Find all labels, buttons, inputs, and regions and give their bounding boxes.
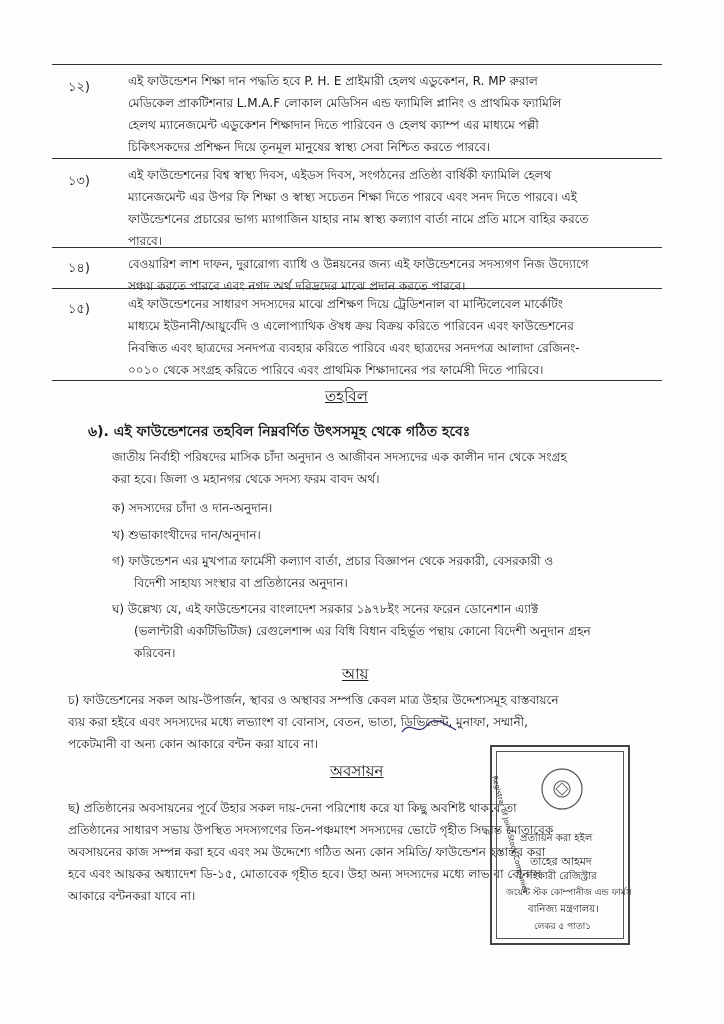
fund-heading: তহবিল <box>325 387 368 405</box>
income-text: চ) ফাউন্ডেশনের সকল আয়-উপার্জন, স্থাবর ও অস্থাবর সম্পত্তি কেবল মাত্র উহার উদ্দেশ্যসমূহ বাস্তবায়নে ব্যয় করা হইবে এবং সদস্যদের মধ্যে লভ্যাংশ বা বোনাস, বেতন, ভাতা, ডিভিডেন্ট, মুনাফা, সম্মানী, পকেটমানী বা অন্য কোন আকারে বন্টন করা যাবে না। <box>68 693 559 751</box>
item-13-number: ১৩) <box>68 174 90 189</box>
row-divider <box>52 64 662 65</box>
stamp-page-note: লেকর ৫ পাতা১ <box>534 922 592 932</box>
stamp-arc-text: Registrar of Joint Stock Companies <box>490 775 530 895</box>
dissolution-heading: অবসায়ন <box>330 762 384 780</box>
fund-item-kha: খ) শুভাকাংখীদের দান/অনুদান। <box>112 528 261 542</box>
seal-emblem-icon <box>512 755 612 829</box>
stamp-office: জয়েন্ট স্টক কোম্পানীজ এন্ড ফার্মস <box>506 888 632 898</box>
item-12-number: ১২) <box>68 80 90 95</box>
item-14-number: ১৪) <box>68 261 90 276</box>
income-heading: আয় <box>342 665 369 683</box>
signature-scribble-icon <box>400 718 460 738</box>
row-divider <box>52 288 662 289</box>
fund-title: ৬). এই ফাউন্ডেশনের তহবিল নিম্নবর্ণিত উৎসসমূহ থেকে গঠিত হবেঃ <box>88 424 471 440</box>
item-14-text: বেওয়ারিশ লাশ দাফন, দুরারোগ্য ব্যাধি ও উন্নয়নের জন্য এই ফাউন্ডেশনের সদস্যগণ নিজ উদ্যোগে সঞ্চয় করতে পারবে এবং নগদ অর্থ দরিদ্রদের মাঝে প্রদান করতে পারবে। <box>128 257 589 293</box>
item-15-number: ১৫) <box>68 302 90 317</box>
fund-item-ga: গ) ফাউন্ডেশন এর মুখপাত্র ফার্মেসী কল্যাণ বার্তা, প্রচার বিজ্ঞাপন থেকে সরকারী, বেসরকারী ও বিদেশী সাহায্য সংস্থার বা প্রতিষ্ঠানের অনুদান। <box>112 554 554 590</box>
official-stamp <box>490 745 630 945</box>
row-divider <box>52 158 662 159</box>
stamp-certified-line: প্রত্যায়ন করা হইল <box>520 833 593 844</box>
item-13-text: এই ফাউন্ডেশনের বিশ্ব স্বাস্থ্য দিবস, এইডস দিবস, সংগঠনের প্রতিষ্ঠা বার্ষিকী ফ্যামিলি হেলথ ম্যানেজমেন্ট এর উপর ফি শিক্ষা ও স্বাস্থ্য সচেতন শিক্ষা দিতে পারবে এবং সনদ দিতে পারবে। এই ফাউন্ডেশনের প্রচারের ভাগ্য ম্যাগাজিন যাহার নাম স্বাস্থ্য কল্যাণ বার্তা নামে প্রতি মাসে বাহির করতে পারবে। <box>128 168 589 248</box>
stamp-officer-name: তাহের আহমদ <box>530 855 592 868</box>
dissolution-text: ছ) প্রতিষ্ঠানের অবসায়নের পূর্বে উহার সকল দায়-দেনা পরিশোধ করে যা কিছু অবশিষ্ট থাকবে তা প্রতিষ্ঠানের সাধারণ সভায় উপস্থিত সদস্যগণের তিন-পঞ্চমাংশ সদস্যদের ভোটে গৃহীত সিদ্ধান্ত মোতাবেক অবসায়নের কাজ সম্পন্ন করা হবে এবং সম উদ্দেশ্যে গঠিত অন্য কোন সমিতি/ ফাউন্ডেশন হস্তান্তর করা হবে এবং আয়কর অধ্যাদেশ ডি-১৫, মোতাবেক গৃহীত হবে। উহা অন্য সদস্যদের মধ্যে লাভ বা বোনাস আকারে বন্টনকরা যাবে না। <box>68 801 554 903</box>
fund-item-gha: ঘ) উল্লেখ্য যে, এই ফাউন্ডেশনের বাংলাদেশ সরকার ১৯৭৮ইং সনের ফরেন ডোনেশান এ্যাক্ট (ভলান্টারী একটিভিটিজ) রেগুলেশান্স এর বিধি বিধান বহির্ভূত পন্থায় কোনো বিদেশী অনুদান গ্রহন করিবেন। <box>112 602 591 660</box>
row-divider <box>52 247 662 248</box>
stamp-officer-title: সহকারী রেজিস্ট্রার <box>526 871 597 882</box>
fund-intro: জাতীয় নির্বাহী পরিষদের মাসিক চাঁদা অনুদান ও আজীবন সদস্যদের এক কালীন দান থেকে সংগ্রহ করা হবে। জিলা ও মহানগর থেকে সদস্য ফরম বাবদ অর্থ। <box>112 450 567 486</box>
item-15-text: এই ফাউন্ডেশনের সাধারণ সদস্যদের মাঝে প্রশিক্ষণ দিয়ে ট্রেডিশনাল বা মাল্টিলেবেল মার্কেটিং মাধ্যমে ইউনানী/আয়ুর্বেদি ও এলোপ্যাথিক ঔষধ ক্রয় বিক্রয় করিতে পারিবেন এবং ফাউন্ডেশনের নিবন্ধিত এবং ছাত্রদের সনদপত্র ব্যবহার করিতে পারিবে এবং ছাত্রদের সনদপত্র আলাদা রেজিনং- ০০১০ থেকে সংগ্রহ করিতে পারিবে এবং প্রাথমিক শিক্ষাদানের পর ফার্মেসী দিতে পারিবে। <box>128 297 580 377</box>
stamp-ministry: বানিজ্য মন্ত্রণালয়। <box>528 904 599 915</box>
fund-item-ka: ক) সদস্যদের চাঁদা ও দান-অনুদান। <box>112 501 273 515</box>
row-divider <box>52 380 662 381</box>
item-12-text: এই ফাউন্ডেশন শিক্ষা দান পদ্ধতি হবে P. H. E প্রাইমারী হেলথ এডুকেশন, R. MP রুরাল মেডিকেল প্রাকটিশনার L.M.A.F লোকাল মেডিসিন এন্ড ফ্যামিলি প্লানিং ও প্রাথমিক ফ্যামিলি হেলথ ম্যানেজমেন্ট এডুকেশন শিক্ষাদান দিতে পারিবেন ও হেলথ ক্যাম্প এর মাধ্যমে পল্লী চিকিৎসকদের প্রশিক্ষন দিয়ে তৃনমূল মানুষের স্বাস্থ্য সেবা নিশ্চিত করতে পারবে। <box>128 74 562 154</box>
